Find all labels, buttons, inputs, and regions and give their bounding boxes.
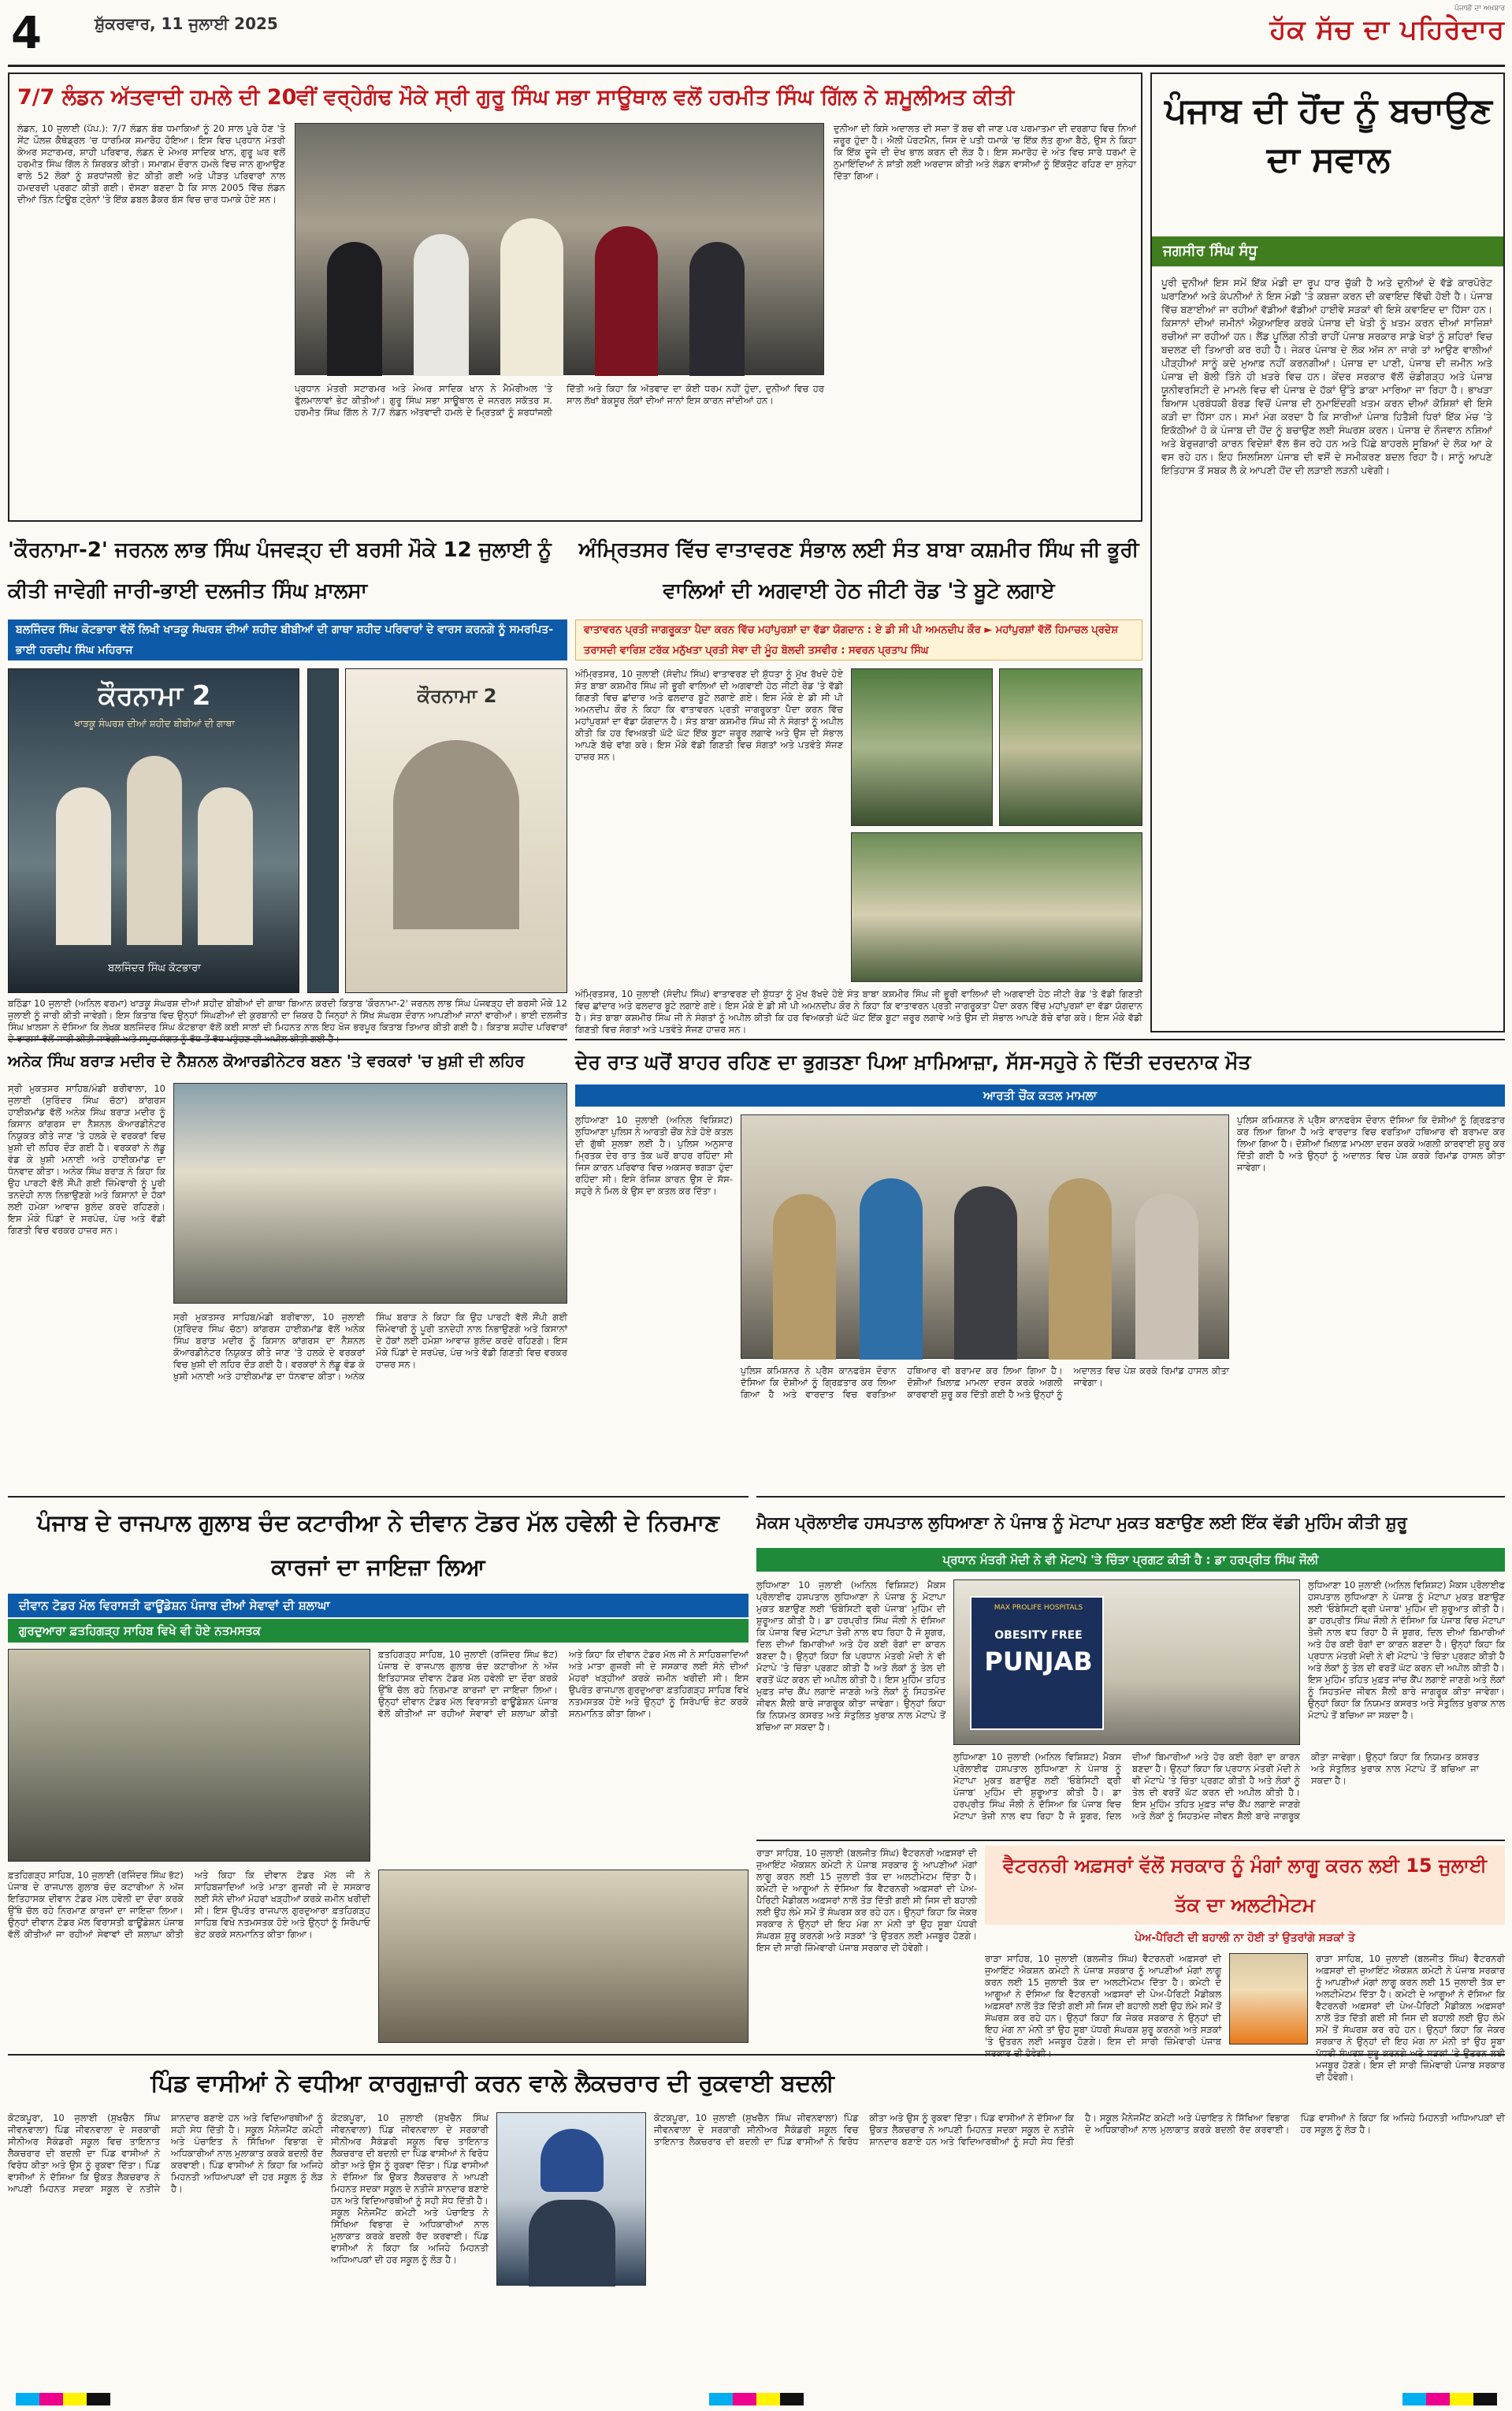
- amritsar-photo-2: [999, 668, 1142, 826]
- lead-body-right: ਦੁਨੀਆ ਦੀ ਕਿਸੇ ਅਦਾਲਤ ਦੀ ਸਜ਼ਾ ਤੋਂ ਬਚ ਵੀ ਜਾਣ ਪਰ ਪਰਮਾਤਮਾ ਦੀ ਦਰਗਾਹ ਵਿਚ ਨਿਆਂ ਜ਼ਰੂਰ ਹੁੰਦਾ ਹੈ। ਐਲੀ ਪੋਰਟਮੈਨ, ਜਿਸ ਦੇ ਪਤੀ ਧਮਾਕੇ 'ਚ ਇੱਕ ਲੱਤ ਗੁਆ ਬੈਠੇ, ਉਸ ਨੇ ਕਿਹਾ ਕਿ ਇੱਕ ਦੂਜੇ ਦੀ ਦੇਖ ਭਾਲ ਕਰਨ ਦੀ ਲੋੜ ਹੈ। ਇਸ ਸਮਾਰੋਹ ਦੇ ਅੰਤ ਵਿਚ ਸਾਰੇ ਧਰਮਾਂ ਦੇ ਨੁਮਾਇੰਦਿਆਂ ਨੇ ਸ਼ਾਂਤੀ ਲਈ ਅਰਦਾਸ ਕੀਤੀ ਅਤੇ ਲੰਡਨ ਵਾਸੀਆਂ ਨੂੰ ਇੱਕਜੁੱਟ ਰਹਿਣ ਦਾ ਸੁਨੇਹਾ ਦਿੱਤਾ ਗਿਆ।: [834, 123, 1136, 181]
- kaurnama-body: ਬਠਿੰਡਾ 10 ਜੁਲਾਈ (ਅਨਿਲ ਵਰਮਾ) ਖਾੜਕੂ ਸੰਘਰਸ਼ ਦੀਆਂ ਸ਼ਹੀਦ ਬੀਬੀਆਂ ਦੀ ਗਾਥਾ ਬਿਆਨ ਕਰਦੀ ਕਿਤਾਬ 'ਕੌਰਨਾਮਾ-2' ਜਰਨਲ ਲਾਭ ਸਿੰਘ ਪੰਜਵੜ੍ਹ ਦੀ ਬਰਸੀ ਮੌਕੇ 12 ਜੁਲਾਈ ਨੂੰ ਜਾਰੀ ਕੀਤੀ ਜਾਵੇਗੀ। ਇਸ ਕਿਤਾਬ ਵਿਚ ਉਨ੍ਹਾਂ ਸਿੰਘਣੀਆਂ ਦੀ ਕੁਰਬਾਨੀ ਦਾ ਜ਼ਿਕਰ ਹੈ ਜਿਨ੍ਹਾਂ ਨੇ ਸਿੱਖ ਸੰਘਰਸ਼ ਦੌਰਾਨ ਆਪਣੀਆਂ ਜਾਨਾਂ ਵਾਰੀਆਂ। ਭਾਈ ਦਲਜੀਤ ਸਿੰਘ ਖ਼ਾਲਸਾ ਨੇ ਦੱਸਿਆ ਕਿ ਲੇਖਕ ਬਲਜਿੰਦਰ ਸਿੰਘ ਕੋਟਭਾਰਾ ਵੱਲੋਂ ਕਈ ਸਾਲਾਂ ਦੀ ਮਿਹਨਤ ਨਾਲ ਇਹ ਖੋਜ ਭਰਪੂਰ ਕਿਤਾਬ ਤਿਆਰ ਕੀਤੀ ਗਈ ਹੈ। ਕਿਤਾਬ ਸ਼ਹੀਦ ਪਰਿਵਾਰਾਂ ਦੇ ਵਾਰਸਾਂ ਵੱਲੋਂ ਜਾਰੀ ਕੀਤੀ ਜਾਵੇਗੀ ਅਤੇ ਸਮੂਹ ਸੰਗਤ ਨੂੰ ਵੱਧ ਤੋਂ ਵੱਧ ਪਹੁੰਚਣ ਦੀ ਅਪੀਲ ਕੀਤੀ ਗਈ ਹੈ।: [8, 998, 567, 1044]
- amritsar-body: ਅੰਮ੍ਰਿਤਸਰ, 10 ਜੁਲਾਈ (ਸੰਦੀਪ ਸਿੰਘ) ਵਾਤਾਵਰਣ ਦੀ ਸ਼ੁੱਧਤਾ ਨੂੰ ਮੁੱਖ ਰੱਖਦੇ ਹੋਏ ਸੰਤ ਬਾਬਾ ਕਸ਼ਮੀਰ ਸਿੰਘ ਜੀ ਭੂਰੀ ਵਾਲਿਆਂ ਦੀ ਅਗਵਾਈ ਹੇਠ ਜੀਟੀ ਰੋਡ 'ਤੇ ਵੱਡੀ ਗਿਣਤੀ ਵਿਚ ਛਾਂਦਾਰ ਅਤੇ ਫਲਦਾਰ ਬੂਟੇ ਲਗਾਏ ਗਏ। ਇਸ ਮੌਕੇ ਏ ਡੀ ਸੀ ਪੀ ਅਮਨਦੀਪ ਕੌਰ ਨੇ ਕਿਹਾ ਕਿ ਵਾਤਾਵਰਨ ਪ੍ਰਤੀ ਜਾਗਰੂਕਤਾ ਪੈਦਾ ਕਰਨ ਵਿੱਚ ਮਹਾਂਪੁਰਸ਼ਾਂ ਦਾ ਵੱਡਾ ਯੋਗਦਾਨ ਹੈ। ਸੰਤ ਬਾਬਾ ਕਸ਼ਮੀਰ ਸਿੰਘ ਜੀ ਨੇ ਸੰਗਤਾਂ ਨੂੰ ਅਪੀਲ ਕੀਤੀ ਕਿ ਹਰ ਵਿਅਕਤੀ ਘੱਟੋ ਘੱਟ ਇੱਕ ਬੂਟਾ ਜ਼ਰੂਰ ਲਗਾਵੇ ਅਤੇ ਉਸ ਦੀ ਸੰਭਾਲ ਆਪਣੇ ਬੱਚੇ ਵਾਂਗ ਕਰੇ। ਇਸ ਮੌਕੇ ਵੱਡੀ ਗਿਣਤੀ ਵਿਚ ਸੰਗਤਾਂ ਅਤੇ ਪਤਵੰਤੇ ਸੱਜਣ ਹਾਜ਼ਰ ਸਨ।: [575, 668, 843, 762]
- ludhiana-body-left: ਲੁਧਿਆਣਾ 10 ਜੁਲਾਈ (ਅਨਿਲ ਵਿਸ਼ਿਸ਼ਟ) ਲੁਧਿਆਣਾ ਪੁਲਿਸ ਨੇ ਆਰਤੀ ਚੌਂਕ ਨੇੜੇ ਹੋਏ ਕਤਲ ਦੀ ਗੁੱਥੀ ਸੁਲਝਾ ਲਈ ਹੈ। ਪੁਲਿਸ ਅਨੁਸਾਰ ਮ੍ਰਿਤਕ ਦੇਰ ਰਾਤ ਤੱਕ ਘਰੋਂ ਬਾਹਰ ਰਹਿੰਦਾ ਸੀ ਜਿਸ ਕਾਰਨ ਪਰਿਵਾਰ ਵਿਚ ਅਕਸਰ ਝਗੜਾ ਹੁੰਦਾ ਰਹਿੰਦਾ ਸੀ। ਇਸੇ ਰੰਜਿਸ਼ ਕਾਰਨ ਉਸ ਦੇ ਸੱਸ-ਸਹੁਰੇ ਨੇ ਮਿਲ ਕੇ ਉਸ ਦਾ ਕਤਲ ਕਰ ਦਿੱਤਾ।: [575, 1114, 733, 1196]
- obesity-headline: ਮੈਕਸ ਪ੍ਰੋਲਾਈਫ ਹਸਪਤਾਲ ਲੁਧਿਆਣਾ ਨੇ ਪੰਜਾਬ ਨੂੰ ਮੋਟਾਪਾ ਮੁਕਤ ਬਣਾਉਣ ਲਈ ਇੱਕ ਵੱਡੀ ਮੁਹਿੰਮ ਕੀਤੀ ਸ਼ੁਰੂ: [756, 1513, 1407, 1532]
- editorial-body: ਪੂਰੀ ਦੁਨੀਆਂ ਇਸ ਸਮੇਂ ਇੱਕ ਮੰਡੀ ਦਾ ਰੂਪ ਧਾਰ ਚੁੱਕੀ ਹੈ ਅਤੇ ਦੁਨੀਆਂ ਦੇ ਵੱਡੇ ਕਾਰਪੋਰੇਟ ਘਰਾਣਿਆਂ ਅਤੇ ਕੰਪਨੀਆਂ ਨੇ ਇਸ ਮੰਡੀ 'ਤੇ ਕਬਜ਼ਾ ਕਰਨ ਦੀ ਕਵਾਇਦ ਵਿੱਢੀ ਹੋਈ ਹੈ। ਪੰਜਾਬ ਵਿੱਚ ਬਣਾਈਆਂ ਜਾ ਰਹੀਆਂ ਵੱਡੀਆਂ ਵੱਡੀਆਂ ਹਾਈਵੇ ਸੜਕਾਂ ਵੀ ਇਸੇ ਕਵਾਇਦ ਦਾ ਹਿੱਸਾ ਹਨ। ਕਿਸਾਨਾਂ ਦੀਆਂ ਜ਼ਮੀਨਾਂ ਐਕੁਆਇਰ ਕਰਕੇ ਪੰਜਾਬ ਦੀ ਖੇਤੀ ਨੂੰ ਖ਼ਤਮ ਕਰਨ ਦੀਆਂ ਸਾਜ਼ਿਸ਼ਾਂ ਰਚੀਆਂ ਜਾ ਰਹੀਆਂ ਹਨ। ਲੈਂਡ ਪੂਲਿੰਗ ਨੀਤੀ ਰਾਹੀਂ ਪੰਜਾਬ ਸਰਕਾਰ ਸਾਡੇ ਖੇਤਾਂ ਨੂੰ ਸ਼ਹਿਰਾਂ ਵਿਚ ਬਦਲਣ ਦੀ ਤਿਆਰੀ ਕਰ ਰਹੀ ਹੈ। ਜੇਕਰ ਪੰਜਾਬ ਦੇ ਲੋਕ ਅੱਜ ਨਾ ਜਾਗੇ ਤਾਂ ਆਉਣ ਵਾਲੀਆਂ ਪੀੜ੍ਹੀਆਂ ਸਾਨੂੰ ਕਦੇ ਮੁਆਫ਼ ਨਹੀਂ ਕਰਨਗੀਆਂ। ਪੰਜਾਬ ਦਾ ਪਾਣੀ, ਪੰਜਾਬ ਦੀ ਜ਼ਮੀਨ ਅਤੇ ਪੰਜਾਬ ਦੀ ਬੋਲੀ ਤਿੰਨੇ ਹੀ ਖ਼ਤਰੇ ਵਿਚ ਹਨ। ਕੇਂਦਰ ਸਰਕਾਰ ਵੱਲੋਂ ਚੰਡੀਗੜ੍ਹ ਅਤੇ ਪੰਜਾਬ ਯੂਨੀਵਰਸਿਟੀ ਦੇ ਮਾਮਲੇ ਵਿਚ ਵੀ ਪੰਜਾਬ ਦੇ ਹੱਕਾਂ ਉੱਤੇ ਡਾਕਾ ਮਾਰਿਆ ਜਾ ਰਿਹਾ ਹੈ। ਭਾਖੜਾ ਬਿਆਸ ਪ੍ਰਬੰਧਕੀ ਬੋਰਡ ਵਿਚੋਂ ਪੰਜਾਬ ਦੀ ਨੁਮਾਇੰਦਗੀ ਖ਼ਤਮ ਕਰਨ ਦੀਆਂ ਕੋਸ਼ਿਸ਼ਾਂ ਵੀ ਇਸੇ ਕੜੀ ਦਾ ਹਿੱਸਾ ਹਨ। ਸਮਾਂ ਮੰਗ ਕਰਦਾ ਹੈ ਕਿ ਸਾਰੀਆਂ ਪੰਜਾਬ ਹਿਤੈਸ਼ੀ ਧਿਰਾਂ ਇੱਕ ਮੰਚ 'ਤੇ ਇਕੱਠੀਆਂ ਹੋ ਕੇ ਪੰਜਾਬ ਦੀ ਹੋਂਦ ਨੂੰ ਬਚਾਉਣ ਲਈ ਸੰਘਰਸ਼ ਕਰਨ। ਪੰਜਾਬ ਦੇ ਨੌਜਵਾਨ ਨਸ਼ਿਆਂ ਅਤੇ ਬੇਰੁਜ਼ਗਾਰੀ ਕਾਰਨ ਵਿਦੇਸ਼ਾਂ ਵੱਲ ਭੱਜ ਰਹੇ ਹਨ ਅਤੇ ਪਿੱਛੇ ਬਾਹਰਲੇ ਸੂਬਿਆਂ ਦੇ ਲੋਕ ਆ ਕੇ ਵਸ ਰਹੇ ਹਨ। ਇਹ ਸਿਲਸਿਲਾ ਪੰਜਾਬ ਦੀ ਵਸੋਂ ਦੇ ਸਮੀਕਰਣ ਬਦਲ ਰਿਹਾ ਹੈ। ਸਾਨੂੰ ਆਪਣੇ ਇਤਿਹਾਸ ਤੋਂ ਸਬਕ ਲੈ ਕੇ ਆਪਣੀ ਹੋਂਦ ਦੀ ਲੜਾਈ ਲੜਨੀ ਪਵੇਗੀ।: [1161, 277, 1492, 476]
- obesity-body-right: ਲੁਧਿਆਣਾ 10 ਜੁਲਾਈ (ਅਨਿਲ ਵਿਸ਼ਿਸ਼ਟ) ਮੈਕਸ ਪ੍ਰੋਲਾਈਫ ਹਸਪਤਾਲ ਲੁਧਿਆਣਾ ਨੇ ਪੰਜਾਬ ਨੂੰ ਮੋਟਾਪਾ ਮੁਕਤ ਬਣਾਉਣ ਲਈ 'ਓਬੇਸਿਟੀ ਫ੍ਰੀ ਪੰਜਾਬ' ਮੁਹਿੰਮ ਦੀ ਸ਼ੁਰੂਆਤ ਕੀਤੀ ਹੈ। ਡਾ ਹਰਪ੍ਰੀਤ ਸਿੰਘ ਜੌਲੀ ਨੇ ਦੱਸਿਆ ਕਿ ਪੰਜਾਬ ਵਿਚ ਮੋਟਾਪਾ ਤੇਜ਼ੀ ਨਾਲ ਵਧ ਰਿਹਾ ਹੈ ਜੋ ਸ਼ੂਗਰ, ਦਿਲ ਦੀਆਂ ਬਿਮਾਰੀਆਂ ਅਤੇ ਹੋਰ ਕਈ ਰੋਗਾਂ ਦਾ ਕਾਰਨ ਬਣਦਾ ਹੈ। ਉਨ੍ਹਾਂ ਕਿਹਾ ਕਿ ਪ੍ਰਧਾਨ ਮੰਤਰੀ ਮੋਦੀ ਨੇ ਵੀ ਮੋਟਾਪੇ 'ਤੇ ਚਿੰਤਾ ਪ੍ਰਗਟ ਕੀਤੀ ਹੈ ਅਤੇ ਲੋਕਾਂ ਨੂੰ ਤੇਲ ਦੀ ਵਰਤੋਂ ਘੱਟ ਕਰਨ ਦੀ ਅਪੀਲ ਕੀਤੀ ਹੈ। ਇਸ ਮੁਹਿੰਮ ਤਹਿਤ ਮੁਫ਼ਤ ਜਾਂਚ ਕੈਂਪ ਲਗਾਏ ਜਾਣਗੇ ਅਤੇ ਲੋਕਾਂ ਨੂੰ ਸਿਹਤਮੰਦ ਜੀਵਨ ਸ਼ੈਲੀ ਬਾਰੇ ਜਾਗਰੂਕ ਕੀਤਾ ਜਾਵੇਗਾ। ਉਨ੍ਹਾਂ ਕਿਹਾ ਕਿ ਨਿਯਮਤ ਕਸਰਤ ਅਤੇ ਸੰਤੁਲਿਤ ਖੁਰਾਕ ਨਾਲ ਮੋਟਾਪੇ ਤੋਂ ਬਚਿਆ ਜਾ ਸਕਦਾ ਹੈ।: [1308, 1579, 1505, 1721]
- color-bar-right: [1402, 2393, 1497, 2405]
- governor-band-1: ਦੀਵਾਨ ਟੋਡਰ ਮੱਲ ਵਿਰਾਸਤੀ ਫਾਊਂਡੇਸ਼ਨ ਪੰਜਾਬ ਦੀਆਂ ਸੇਵਾਵਾਂ ਦੀ ਸ਼ਲਾਘਾ: [8, 1594, 749, 1617]
- lead-story: [8, 73, 1142, 522]
- obesity-body-mid: ਲੁਧਿਆਣਾ 10 ਜੁਲਾਈ (ਅਨਿਲ ਵਿਸ਼ਿਸ਼ਟ) ਮੈਕਸ ਪ੍ਰੋਲਾਈਫ ਹਸਪਤਾਲ ਲੁਧਿਆਣਾ ਨੇ ਪੰਜਾਬ ਨੂੰ ਮੋਟਾਪਾ ਮੁਕਤ ਬਣਾਉਣ ਲਈ 'ਓਬੇਸਿਟੀ ਫ੍ਰੀ ਪੰਜਾਬ' ਮੁਹਿੰਮ ਦੀ ਸ਼ੁਰੂਆਤ ਕੀਤੀ ਹੈ। ਡਾ ਹਰਪ੍ਰੀਤ ਸਿੰਘ ਜੌਲੀ ਨੇ ਦੱਸਿਆ ਕਿ ਪੰਜਾਬ ਵਿਚ ਮੋਟਾਪਾ ਤੇਜ਼ੀ ਨਾਲ ਵਧ ਰਿਹਾ ਹੈ ਜੋ ਸ਼ੂਗਰ, ਦਿਲ ਦੀਆਂ ਬਿਮਾਰੀਆਂ ਅਤੇ ਹੋਰ ਕਈ ਰੋਗਾਂ ਦਾ ਕਾਰਨ ਬਣਦਾ ਹੈ। ਉਨ੍ਹਾਂ ਕਿਹਾ ਕਿ ਪ੍ਰਧਾਨ ਮੰਤਰੀ ਮੋਦੀ ਨੇ ਵੀ ਮੋਟਾਪੇ 'ਤੇ ਚਿੰਤਾ ਪ੍ਰਗਟ ਕੀਤੀ ਹੈ ਅਤੇ ਲੋਕਾਂ ਨੂੰ ਤੇਲ ਦੀ ਵਰਤੋਂ ਘੱਟ ਕਰਨ ਦੀ ਅਪੀਲ ਕੀਤੀ ਹੈ। ਇਸ ਮੁਹਿੰਮ ਤਹਿਤ ਮੁਫ਼ਤ ਜਾਂਚ ਕੈਂਪ ਲਗਾਏ ਜਾਣਗੇ ਅਤੇ ਲੋਕਾਂ ਨੂੰ ਸਿਹਤਮੰਦ ਜੀਵਨ ਸ਼ੈਲੀ ਬਾਰੇ ਜਾਗਰੂਕ ਕੀਤਾ ਜਾਵੇਗਾ। ਉਨ੍ਹਾਂ ਕਿਹਾ ਕਿ ਨਿਯਮਤ ਕਸਰਤ ਅਤੇ ਸੰਤੁਲਿਤ ਖੁਰਾਕ ਨਾਲ ਮੋਟਾਪੇ ਤੋਂ ਬਚਿਆ ਜਾ ਸਕਦਾ ਹੈ।: [953, 1751, 1479, 1821]
- book-subtitle: ਖਾੜਕੂ ਸੰਘਰਸ਼ ਦੀਆਂ ਸ਼ਹੀਦ ਬੀਬੀਆਂ ਦੀ ਗਾਥਾ: [74, 718, 235, 729]
- vets-story: [756, 1840, 1505, 2082]
- ludhiana-body-right: ਪੁਲਿਸ ਕਮਿਸ਼ਨਰ ਨੇ ਪ੍ਰੈਸ ਕਾਨਫਰੰਸ ਦੌਰਾਨ ਦੱਸਿਆ ਕਿ ਦੋਸ਼ੀਆਂ ਨੂੰ ਗ੍ਰਿਫ਼ਤਾਰ ਕਰ ਲਿਆ ਗਿਆ ਹੈ ਅਤੇ ਵਾਰਦਾਤ ਵਿਚ ਵਰਤਿਆ ਹਥਿਆਰ ਵੀ ਬਰਾਮਦ ਕਰ ਲਿਆ ਗਿਆ ਹੈ। ਦੋਸ਼ੀਆਂ ਖ਼ਿਲਾਫ਼ ਮਾਮਲਾ ਦਰਜ ਕਰਕੇ ਅਗਲੀ ਕਾਰਵਾਈ ਸ਼ੁਰੂ ਕਰ ਦਿੱਤੀ ਗਈ ਹੈ ਅਤੇ ਉਨ੍ਹਾਂ ਨੂੰ ਅਦਾਲਤ ਵਿਚ ਪੇਸ਼ ਕਰਕੇ ਰਿਮਾਂਡ ਹਾਸਲ ਕੀਤਾ ਜਾਵੇਗਾ।: [1237, 1114, 1505, 1173]
- lead-body-left: ਲੰਡਨ, 10 ਜੁਲਾਈ (ਪੱਪ.): 7/7 ਲੰਡਨ ਬੰਬ ਧਮਾਕਿਆਂ ਨੂੰ 20 ਸਾਲ ਪੂਰੇ ਹੋਣ 'ਤੇ ਸੇਂਟ ਪੌਲਜ਼ ਕੈਥੇਡ੍ਰਲ 'ਚ ਧਾਰਮਿਕ ਸਮਾਰੋਹ ਹੋਇਆ। ਇਸ ਵਿਚ ਪ੍ਰਧਾਨ ਮੰਤਰੀ ਕੇਅਰ ਸਟਾਰਮਰ, ਸ਼ਾਹੀ ਪਰਿਵਾਰ, ਲੰਡਨ ਦੇ ਮੇਅਰ ਸਾਦਿਕ ਖਾਨ, ਗੁਰੂ ਘਰ ਵਲੋਂ ਹਰਮੀਤ ਸਿੰਘ ਗਿੱਲ ਨੇ ਸ਼ਿਰਕਤ ਕੀਤੀ। ਸਮਾਗਮ ਦੌਰਾਨ ਹਮਲੇ ਵਿਚ ਜਾਨ ਗੁਆਉਣ ਵਾਲੇ 52 ਲੋਕਾਂ ਨੂੰ ਸ਼ਰਧਾਂਜਲੀ ਭੇਟ ਕੀਤੀ ਗਈ ਅਤੇ ਪੀੜਤ ਪਰਿਵਾਰਾਂ ਨਾਲ ਹਮਦਰਦੀ ਪ੍ਰਗਟ ਕੀਤੀ ਗਈ। ਦੱਸਣਾ ਬਣਦਾ ਹੈ ਕਿ ਸਾਲ 2005 ਵਿੱਚ ਲੰਡਨ ਦੀਆਂ ਤਿੰਨ ਟਿਊਬ ਟ੍ਰੇਨਾਂ 'ਤੇ ਇੱਕ ਡਬਲ ਡੈਕਰ ਬੱਸ ਵਿਚ ਚਾਰ ਧਮਾਕੇ ਹੋਏ ਸਨ।: [17, 123, 285, 205]
- aneksingh-story: [8, 1039, 567, 1490]
- lead-headline: 7/7 ਲੰਡਨ ਅੱਤਵਾਦੀ ਹਮਲੇ ਦੀ 20ਵੀਂ ਵਰ੍ਹੇਗੰਢ ਮੌਕੇ ਸ੍ਰੀ ਗੁਰੂ ਸਿੰਘ ਸਭਾ ਸਾਊਥਾਲ ਵਲੋਂ ਹਰਮੀਤ ਸਿੰਘ ਗਿੱਲ ਨੇ ਸ਼ਮੂਲੀਅਤ ਕੀਤੀ: [17, 85, 1015, 110]
- book-title: ਕੌਰਨਾਮਾ 2: [98, 680, 211, 712]
- vets-body-right: ਰਾੜਾ ਸਾਹਿਬ, 10 ਜੁਲਾਈ (ਬਲਜੀਤ ਸਿੰਘ) ਵੈਟਰਨਰੀ ਅਫ਼ਸਰਾਂ ਦੀ ਜੁਆਇੰਟ ਐਕਸ਼ਨ ਕਮੇਟੀ ਨੇ ਪੰਜਾਬ ਸਰਕਾਰ ਨੂੰ ਆਪਣੀਆਂ ਮੰਗਾਂ ਲਾਗੂ ਕਰਨ ਲਈ 15 ਜੁਲਾਈ ਤੱਕ ਦਾ ਅਲਟੀਮੇਟਮ ਦਿੱਤਾ ਹੈ। ਕਮੇਟੀ ਦੇ ਆਗੂਆਂ ਨੇ ਦੱਸਿਆ ਕਿ ਵੈਟਰਨਰੀ ਅਫ਼ਸਰਾਂ ਦੀ ਪੇਅ-ਪੈਰਿਟੀ ਮੈਡੀਕਲ ਅਫ਼ਸਰਾਂ ਨਾਲੋਂ ਤੋੜ ਦਿੱਤੀ ਗਈ ਸੀ ਜਿਸ ਦੀ ਬਹਾਲੀ ਲਈ ਉਹ ਲੰਮੇ ਸਮੇਂ ਤੋਂ ਸੰਘਰਸ਼ ਕਰ ਰਹੇ ਹਨ। ਉਨ੍ਹਾਂ ਕਿਹਾ ਕਿ ਜੇਕਰ ਸਰਕਾਰ ਨੇ ਉਨ੍ਹਾਂ ਦੀ ਇਹ ਮੰਗ ਨਾ ਮੰਨੀ ਤਾਂ ਉਹ ਸੂਬਾ ਪੱਧਰੀ ਸੰਘਰਸ਼ ਸ਼ੁਰੂ ਕਰਨਗੇ ਅਤੇ ਸੜਕਾਂ 'ਤੇ ਉਤਰਨ ਲਈ ਮਜਬੂਰ ਹੋਣਗੇ। ਇਸ ਦੀ ਸਾਰੀ ਜ਼ਿੰਮੇਵਾਰੀ ਪੰਜਾਬ ਸਰਕਾਰ ਦੀ ਹੋਵੇਗੀ।: [1316, 1953, 1505, 2082]
- lecturer-body-right: ਕੋਟਕਪੂਰਾ, 10 ਜੁਲਾਈ (ਸੁਖਚੈਨ ਸਿੰਘ ਜੀਵਨਵਾਲਾ) ਪਿੰਡ ਜੀਵਨਵਾਲਾ ਦੇ ਸਰਕਾਰੀ ਸੀਨੀਅਰ ਸੈਕੰਡਰੀ ਸਕੂਲ ਵਿਚ ਤਾਇਨਾਤ ਲੈਕਚਰਾਰ ਦੀ ਬਦਲੀ ਦਾ ਪਿੰਡ ਵਾਸੀਆਂ ਨੇ ਵਿਰੋਧ ਕੀਤਾ ਅਤੇ ਉਸ ਨੂੰ ਰੁਕਵਾ ਦਿੱਤਾ। ਪਿੰਡ ਵਾਸੀਆਂ ਨੇ ਦੱਸਿਆ ਕਿ ਉਕਤ ਲੈਕਚਰਾਰ ਨੇ ਆਪਣੀ ਮਿਹਨਤ ਸਦਕਾ ਸਕੂਲ ਦੇ ਨਤੀਜੇ ਸ਼ਾਨਦਾਰ ਬਣਾਏ ਹਨ ਅਤੇ ਵਿਦਿਆਰਥੀਆਂ ਨੂੰ ਸਹੀ ਸੇਧ ਦਿੱਤੀ ਹੈ। ਸਕੂਲ ਮੈਨੇਜਮੈਂਟ ਕਮੇਟੀ ਅਤੇ ਪੰਚਾਇਤ ਨੇ ਸਿੱਖਿਆ ਵਿਭਾਗ ਦੇ ਅਧਿਕਾਰੀਆਂ ਨਾਲ ਮੁਲਾਕਾਤ ਕਰਕੇ ਬਦਲੀ ਰੱਦ ਕਰਵਾਈ। ਪਿੰਡ ਵਾਸੀਆਂ ਨੇ ਕਿਹਾ ਕਿ ਅਜਿਹੇ ਮਿਹਨਤੀ ਅਧਿਆਪਕਾਂ ਦੀ ਹਰ ਸਕੂਲ ਨੂੰ ਲੋੜ ਹੈ।: [654, 2112, 1505, 2147]
- page-number: 4: [11, 8, 42, 59]
- aneksingh-headline: ਅਨੇਕ ਸਿੰਘ ਬਰਾੜ ਮਦੀਰ ਦੇ ਨੈਸ਼ਨਲ ਕੋਆਰਡੀਨੇਟਰ ਬਣਨ 'ਤੇ ਵਰਕਰਾਂ 'ਚ ਖ਼ੁਸ਼ੀ ਦੀ ਲਹਿਰ: [8, 1051, 525, 1070]
- masthead-rule: [8, 65, 1505, 67]
- book-back-title: ਕੌਰਨਾਮਾ 2: [417, 685, 497, 707]
- kaurnama-headline: 'ਕੌਰਨਾਮਾ-2' ਜਰਨਲ ਲਾਭ ਸਿੰਘ ਪੰਜਵੜ੍ਹ ਦੀ ਬਰਸੀ ਮੌਕੇ 12 ਜੁਲਾਈ ਨੂੰ ਕੀਤੀ ਜਾਵੇਗੀ ਜਾਰੀ-ਭਾਈ ਦਲਜੀਤ ਸਿੰਘ ਖ਼ਾਲਸਾ: [8, 538, 552, 603]
- aneksingh-body-right: ਸ੍ਰੀ ਮੁਕਤਸਰ ਸਾਹਿਬ/ਮੰਡੀ ਬਰੀਵਾਲਾ, 10 ਜੁਲਾਈ (ਸੁਰਿੰਦਰ ਸਿੰਘ ਚੱਠਾ) ਕਾਂਗਰਸ ਹਾਈਕਮਾਂਡ ਵੱਲੋਂ ਅਨੇਕ ਸਿੰਘ ਬਰਾੜ ਮਦੀਰ ਨੂੰ ਕਿਸਾਨ ਕਾਂਗਰਸ ਦਾ ਨੈਸ਼ਨਲ ਕੋਆਰਡੀਨੇਟਰ ਨਿਯੁਕਤ ਕੀਤੇ ਜਾਣ 'ਤੇ ਹਲਕੇ ਦੇ ਵਰਕਰਾਂ ਵਿਚ ਖ਼ੁਸ਼ੀ ਦੀ ਲਹਿਰ ਦੌੜ ਗਈ ਹੈ। ਵਰਕਰਾਂ ਨੇ ਲੱਡੂ ਵੰਡ ਕੇ ਖ਼ੁਸ਼ੀ ਮਨਾਈ ਅਤੇ ਹਾਈਕਮਾਂਡ ਦਾ ਧੰਨਵਾਦ ਕੀਤਾ। ਅਨੇਕ ਸਿੰਘ ਬਰਾੜ ਨੇ ਕਿਹਾ ਕਿ ਉਹ ਪਾਰਟੀ ਵੱਲੋਂ ਸੌਂਪੀ ਗਈ ਜ਼ਿੰਮੇਵਾਰੀ ਨੂੰ ਪੂਰੀ ਤਨਦੇਹੀ ਨਾਲ ਨਿਭਾਉਣਗੇ ਅਤੇ ਕਿਸਾਨਾਂ ਦੇ ਹੱਕਾਂ ਲਈ ਹਮੇਸ਼ਾ ਆਵਾਜ਼ ਬੁਲੰਦ ਕਰਦੇ ਰਹਿਣਗੇ। ਇਸ ਮੌਕੇ ਪਿੰਡਾਂ ਦੇ ਸਰਪੰਚ, ਪੰਚ ਅਤੇ ਵੱਡੀ ਗਿਣਤੀ ਵਿਚ ਵਰਕਰ ਹਾਜ਼ਰ ਸਨ।: [173, 1312, 567, 1382]
- amritsar-caption: ਅੰਮ੍ਰਿਤਸਰ, 10 ਜੁਲਾਈ (ਸੰਦੀਪ ਸਿੰਘ) ਵਾਤਾਵਰਣ ਦੀ ਸ਼ੁੱਧਤਾ ਨੂੰ ਮੁੱਖ ਰੱਖਦੇ ਹੋਏ ਸੰਤ ਬਾਬਾ ਕਸ਼ਮੀਰ ਸਿੰਘ ਜੀ ਭੂਰੀ ਵਾਲਿਆਂ ਦੀ ਅਗਵਾਈ ਹੇਠ ਜੀਟੀ ਰੋਡ 'ਤੇ ਵੱਡੀ ਗਿਣਤੀ ਵਿਚ ਛਾਂਦਾਰ ਅਤੇ ਫਲਦਾਰ ਬੂਟੇ ਲਗਾਏ ਗਏ। ਇਸ ਮੌਕੇ ਏ ਡੀ ਸੀ ਪੀ ਅਮਨਦੀਪ ਕੌਰ ਨੇ ਕਿਹਾ ਕਿ ਵਾਤਾਵਰਨ ਪ੍ਰਤੀ ਜਾਗਰੂਕਤਾ ਪੈਦਾ ਕਰਨ ਵਿੱਚ ਮਹਾਂਪੁਰਸ਼ਾਂ ਦਾ ਵੱਡਾ ਯੋਗਦਾਨ ਹੈ। ਸੰਤ ਬਾਬਾ ਕਸ਼ਮੀਰ ਸਿੰਘ ਜੀ ਨੇ ਸੰਗਤਾਂ ਨੂੰ ਅਪੀਲ ਕੀਤੀ ਕਿ ਹਰ ਵਿਅਕਤੀ ਘੱਟੋ ਘੱਟ ਇੱਕ ਬੂਟਾ ਜ਼ਰੂਰ ਲਗਾਵੇ ਅਤੇ ਉਸ ਦੀ ਸੰਭਾਲ ਆਪਣੇ ਬੱਚੇ ਵਾਂਗ ਕਰੇ। ਇਸ ਮੌਕੇ ਵੱਡੀ ਗਿਣਤੀ ਵਿਚ ਸੰਗਤਾਂ ਅਤੇ ਪਤਵੰਤੇ ਸੱਜਣ ਹਾਜ਼ਰ ਸਨ।: [575, 988, 1142, 1035]
- lecturer-photo: [496, 2112, 646, 2286]
- amritsar-story: [575, 530, 1142, 1035]
- ludhiana-story: [575, 1039, 1505, 1490]
- vets-headline-box: [985, 1846, 1505, 1925]
- ceremony-figures: [327, 210, 792, 376]
- governor-story: [8, 1496, 749, 2048]
- obesity-story: [756, 1496, 1505, 1835]
- aneksingh-photo: [173, 1083, 567, 1304]
- book-spine: [307, 668, 339, 993]
- amritsar-band: ਵਾਤਾਵਰਨ ਪ੍ਰਤੀ ਜਾਗਰੂਕਤਾ ਪੈਦਾ ਕਰਨ ਵਿੱਚ ਮਹਾਂਪੁਰਸ਼ਾਂ ਦਾ ਵੱਡਾ ਯੋਗਦਾਨ : ਏ ਡੀ ਸੀ ਪੀ ਅਮਨਦੀਪ ਕੌਰ ► ਮਹਾਂਪੁਰਸ਼ਾਂ ਵੱਲੋਂ ਹਿਮਾਚਲ ਪ੍ਰਦੇਸ਼ ਤਰਾਸਦੀ ਵਾਰਿਸ਼ ਟਰੱਕ ਮਨੁੱਖਤਾ ਪ੍ਰਤੀ ਸੇਵਾ ਦੀ ਮੂੰਹ ਬੋਲਦੀ ਤਸਵੀਰ : ਸਵਰਨ ਪ੍ਰਤਾਪ ਸਿੰਘ: [575, 619, 1142, 660]
- lecturer-body-left: ਕੋਟਕਪੂਰਾ, 10 ਜੁਲਾਈ (ਸੁਖਚੈਨ ਸਿੰਘ ਜੀਵਨਵਾਲਾ) ਪਿੰਡ ਜੀਵਨਵਾਲਾ ਦੇ ਸਰਕਾਰੀ ਸੀਨੀਅਰ ਸੈਕੰਡਰੀ ਸਕੂਲ ਵਿਚ ਤਾਇਨਾਤ ਲੈਕਚਰਾਰ ਦੀ ਬਦਲੀ ਦਾ ਪਿੰਡ ਵਾਸੀਆਂ ਨੇ ਵਿਰੋਧ ਕੀਤਾ ਅਤੇ ਉਸ ਨੂੰ ਰੁਕਵਾ ਦਿੱਤਾ। ਪਿੰਡ ਵਾਸੀਆਂ ਨੇ ਦੱਸਿਆ ਕਿ ਉਕਤ ਲੈਕਚਰਾਰ ਨੇ ਆਪਣੀ ਮਿਹਨਤ ਸਦਕਾ ਸਕੂਲ ਦੇ ਨਤੀਜੇ ਸ਼ਾਨਦਾਰ ਬਣਾਏ ਹਨ ਅਤੇ ਵਿਦਿਆਰਥੀਆਂ ਨੂੰ ਸਹੀ ਸੇਧ ਦਿੱਤੀ ਹੈ। ਸਕੂਲ ਮੈਨੇਜਮੈਂਟ ਕਮੇਟੀ ਅਤੇ ਪੰਚਾਇਤ ਨੇ ਸਿੱਖਿਆ ਵਿਭਾਗ ਦੇ ਅਧਿਕਾਰੀਆਂ ਨਾਲ ਮੁਲਾਕਾਤ ਕਰਕੇ ਬਦਲੀ ਰੱਦ ਕਰਵਾਈ। ਪਿੰਡ ਵਾਸੀਆਂ ਨੇ ਕਿਹਾ ਕਿ ਅਜਿਹੇ ਮਿਹਨਤੀ ਅਧਿਆਪਕਾਂ ਦੀ ਹਰ ਸਕੂਲ ਨੂੰ ਲੋੜ ਹੈ।: [8, 2112, 323, 2194]
- obesity-photo: [953, 1579, 1300, 1745]
- obesity-banner-top: MAX PROLIFE HOSPITALS: [994, 1604, 1083, 1612]
- ludhiana-headline: ਦੇਰ ਰਾਤ ਘਰੋਂ ਬਾਹਰ ਰਹਿਣ ਦਾ ਭੁਗਤਣਾ ਪਿਆ ਖ਼ਾਮਿਆਜ਼ਾ, ਸੱਸ-ਸਹੁਰੇ ਨੇ ਦਿੱਤੀ ਦਰਦਨਾਕ ਮੌਤ: [575, 1051, 1251, 1073]
- governor-photo-2: [378, 1870, 749, 2043]
- vets-body-left: ਰਾੜਾ ਸਾਹਿਬ, 10 ਜੁਲਾਈ (ਬਲਜੀਤ ਸਿੰਘ) ਵੈਟਰਨਰੀ ਅਫ਼ਸਰਾਂ ਦੀ ਜੁਆਇੰਟ ਐਕਸ਼ਨ ਕਮੇਟੀ ਨੇ ਪੰਜਾਬ ਸਰਕਾਰ ਨੂੰ ਆਪਣੀਆਂ ਮੰਗਾਂ ਲਾਗੂ ਕਰਨ ਲਈ 15 ਜੁਲਾਈ ਤੱਕ ਦਾ ਅਲਟੀਮੇਟਮ ਦਿੱਤਾ ਹੈ। ਕਮੇਟੀ ਦੇ ਆਗੂਆਂ ਨੇ ਦੱਸਿਆ ਕਿ ਵੈਟਰਨਰੀ ਅਫ਼ਸਰਾਂ ਦੀ ਪੇਅ-ਪੈਰਿਟੀ ਮੈਡੀਕਲ ਅਫ਼ਸਰਾਂ ਨਾਲੋਂ ਤੋੜ ਦਿੱਤੀ ਗਈ ਸੀ ਜਿਸ ਦੀ ਬਹਾਲੀ ਲਈ ਉਹ ਲੰਮੇ ਸਮੇਂ ਤੋਂ ਸੰਘਰਸ਼ ਕਰ ਰਹੇ ਹਨ। ਉਨ੍ਹਾਂ ਕਿਹਾ ਕਿ ਜੇਕਰ ਸਰਕਾਰ ਨੇ ਉਨ੍ਹਾਂ ਦੀ ਇਹ ਮੰਗ ਨਾ ਮੰਨੀ ਤਾਂ ਉਹ ਸੂਬਾ ਪੱਧਰੀ ਸੰਘਰਸ਼ ਸ਼ੁਰੂ ਕਰਨਗੇ ਅਤੇ ਸੜਕਾਂ 'ਤੇ ਉਤਰਨ ਲਈ ਮਜਬੂਰ ਹੋਣਗੇ। ਇਸ ਦੀ ਸਾਰੀ ਜ਼ਿੰਮੇਵਾਰੀ ਪੰਜਾਬ ਸਰਕਾਰ ਦੀ ਹੋਵੇਗੀ।: [756, 1847, 977, 1953]
- lead-body-mid: ਪ੍ਰਧਾਨ ਮੰਤਰੀ ਸਟਾਰਮਰ ਅਤੇ ਮੇਅਰ ਸਾਦਿਕ ਖਾਨ ਨੇ ਮੈਮੋਰੀਅਲ 'ਤੇ ਫੁੱਲਮਾਲਾਵਾਂ ਭੇਟ ਕੀਤੀਆਂ। ਗੁਰੂ ਸਿੰਘ ਸਭਾ ਸਾਊਥਾਲ ਦੇ ਜਨਰਲ ਸਕੱਤਰ ਸ. ਹਰਮੀਤ ਸਿੰਘ ਗਿੱਲ ਨੇ 7/7 ਲੰਡਨ ਅੱਤਵਾਦੀ ਹਮਲੇ ਦੇ ਮ੍ਰਿਤਕਾਂ ਨੂੰ ਸ਼ਰਧਾਂਜਲੀ ਦਿੱਤੀ ਅਤੇ ਕਿਹਾ ਕਿ ਅੱਤਵਾਦ ਦਾ ਕੋਈ ਧਰਮ ਨਹੀਂ ਹੁੰਦਾ, ਦੁਨੀਆਂ ਵਿਚ ਹਰ ਸਾਲ ਲੱਖਾਂ ਬੇਕਸੂਰ ਲੋਕਾਂ ਦੀਆਂ ਜਾਨਾਂ ਇਸ ਕਾਰਨ ਜਾਂਦੀਆਂ ਹਨ।: [295, 383, 824, 418]
- governor-photo-1: [8, 1649, 370, 1862]
- governor-band-2: ਗੁਰਦੁਆਰਾ ਫ਼ਤਹਿਗੜ੍ਹ ਸਾਹਿਬ ਵਿਖੇ ਵੀ ਹੋਏ ਨਤਮਸਤਕ: [8, 1619, 749, 1643]
- paper-name: ਹੱਕ ਸੱਚ ਦਾ ਪਹਿਰੇਦਾਰ: [1269, 14, 1505, 46]
- color-bar-mid: [709, 2393, 804, 2405]
- amritsar-photo-1: [851, 668, 993, 826]
- obesity-banner-big: PUNJAB: [984, 1646, 1093, 1676]
- color-bar-left: [16, 2393, 110, 2405]
- kaurnama-band: ਬਲਜਿੰਦਰ ਸਿੰਘ ਕੋਟਭਾਰਾ ਵੱਲੋਂ ਲਿਖੀ ਖਾੜਕੂ ਸੰਘਰਸ਼ ਦੀਆਂ ਸ਼ਹੀਦ ਬੀਬੀਆਂ ਦੀ ਗਾਥਾ ਸ਼ਹੀਦ ਪਰਿਵਾਰਾਂ ਦੇ ਵਾਰਸ ਕਰਨਗੇ ਨੂੰ ਸਮਰਪਿਤ-ਭਾਈ ਹਰਦੀਪ ਸਿੰਘ ਮਹਿਰਾਜ: [8, 619, 567, 660]
- lecturer-story: [8, 2054, 1505, 2383]
- amritsar-photo-3: [851, 832, 1142, 982]
- governor-body-top: ਫ਼ਤਹਿਗੜ੍ਹ ਸਾਹਿਬ, 10 ਜੁਲਾਈ (ਰਜਿੰਦਰ ਸਿੰਘ ਭੱਟ) ਪੰਜਾਬ ਦੇ ਰਾਜਪਾਲ ਗੁਲਾਬ ਚੰਦ ਕਟਾਰੀਆ ਨੇ ਅੱਜ ਇਤਿਹਾਸਕ ਦੀਵਾਨ ਟੋਡਰ ਮੱਲ ਹਵੇਲੀ ਦਾ ਦੌਰਾ ਕਰਕੇ ਉੱਥੇ ਚੱਲ ਰਹੇ ਨਿਰਮਾਣ ਕਾਰਜਾਂ ਦਾ ਜਾਇਜ਼ਾ ਲਿਆ। ਉਨ੍ਹਾਂ ਦੀਵਾਨ ਟੋਡਰ ਮੱਲ ਵਿਰਾਸਤੀ ਫਾਊਂਡੇਸ਼ਨ ਪੰਜਾਬ ਵੱਲੋਂ ਕੀਤੀਆਂ ਜਾ ਰਹੀਆਂ ਸੇਵਾਵਾਂ ਦੀ ਸ਼ਲਾਘਾ ਕੀਤੀ ਅਤੇ ਕਿਹਾ ਕਿ ਦੀਵਾਨ ਟੋਡਰ ਮੱਲ ਜੀ ਨੇ ਸਾਹਿਬਜ਼ਾਦਿਆਂ ਅਤੇ ਮਾਤਾ ਗੁਜਰੀ ਜੀ ਦੇ ਸਸਕਾਰ ਲਈ ਸੋਨੇ ਦੀਆਂ ਮੋਹਰਾਂ ਖੜ੍ਹੀਆਂ ਕਰਕੇ ਜ਼ਮੀਨ ਖਰੀਦੀ ਸੀ। ਇਸ ਉਪਰੰਤ ਰਾਜਪਾਲ ਗੁਰਦੁਆਰਾ ਫ਼ਤਹਿਗੜ੍ਹ ਸਾਹਿਬ ਵਿਖੇ ਨਤਮਸਤਕ ਹੋਏ ਅਤੇ ਉਨ੍ਹਾਂ ਨੂੰ ਸਿਰੋਪਾਓ ਭੇਟ ਕਰਕੇ ਸਨਮਾਨਿਤ ਕੀਤਾ ਗਿਆ।: [378, 1649, 749, 1719]
- obesity-banner: [970, 1596, 1104, 1730]
- amritsar-headline: ਅੰਮ੍ਰਿਤਸਰ ਵਿੱਚ ਵਾਤਾਵਰਣ ਸੰਭਾਲ ਲਈ ਸੰਤ ਬਾਬਾ ਕਸ਼ਮੀਰ ਸਿੰਘ ਜੀ ਭੂਰੀ ਵਾਲਿਆਂ ਦੀ ਅਗਵਾਈ ਹੇਠ ਜੀਟੀ ਰੋਡ 'ਤੇ ਬੂਟੇ ਲਗਾਏ: [578, 538, 1139, 603]
- ludhiana-band: ਆਰਤੀ ਚੌਂਕ ਕਤਲ ਮਾਮਲਾ: [575, 1085, 1505, 1107]
- obesity-band: ਪ੍ਰਧਾਨ ਮੰਤਰੀ ਮੋਦੀ ਨੇ ਵੀ ਮੋਟਾਪੇ 'ਤੇ ਚਿੰਤਾ ਪ੍ਰਗਟ ਕੀਤੀ ਹੈ : ਡਾ ਹਰਪ੍ਰੀਤ ਸਿੰਘ ਜੌਲੀ: [756, 1548, 1505, 1572]
- kaurnama-story: [8, 530, 567, 1044]
- masthead: [0, 0, 1512, 68]
- editorial-byline: ਜਗਸੀਰ ਸਿੰਘ ਸੰਧੂ: [1152, 236, 1503, 266]
- lecturer-body-mid: ਕੋਟਕਪੂਰਾ, 10 ਜੁਲਾਈ (ਸੁਖਚੈਨ ਸਿੰਘ ਜੀਵਨਵਾਲਾ) ਪਿੰਡ ਜੀਵਨਵਾਲਾ ਦੇ ਸਰਕਾਰੀ ਸੀਨੀਅਰ ਸੈਕੰਡਰੀ ਸਕੂਲ ਵਿਚ ਤਾਇਨਾਤ ਲੈਕਚਰਾਰ ਦੀ ਬਦਲੀ ਦਾ ਪਿੰਡ ਵਾਸੀਆਂ ਨੇ ਵਿਰੋਧ ਕੀਤਾ ਅਤੇ ਉਸ ਨੂੰ ਰੁਕਵਾ ਦਿੱਤਾ। ਪਿੰਡ ਵਾਸੀਆਂ ਨੇ ਦੱਸਿਆ ਕਿ ਉਕਤ ਲੈਕਚਰਾਰ ਨੇ ਆਪਣੀ ਮਿਹਨਤ ਸਦਕਾ ਸਕੂਲ ਦੇ ਨਤੀਜੇ ਸ਼ਾਨਦਾਰ ਬਣਾਏ ਹਨ ਅਤੇ ਵਿਦਿਆਰਥੀਆਂ ਨੂੰ ਸਹੀ ਸੇਧ ਦਿੱਤੀ ਹੈ। ਸਕੂਲ ਮੈਨੇਜਮੈਂਟ ਕਮੇਟੀ ਅਤੇ ਪੰਚਾਇਤ ਨੇ ਸਿੱਖਿਆ ਵਿਭਾਗ ਦੇ ਅਧਿਕਾਰੀਆਂ ਨਾਲ ਮੁਲਾਕਾਤ ਕਰਕੇ ਬਦਲੀ ਰੱਦ ਕਰਵਾਈ। ਪਿੰਡ ਵਾਸੀਆਂ ਨੇ ਕਿਹਾ ਕਿ ਅਜਿਹੇ ਮਿਹਨਤੀ ਅਧਿਆਪਕਾਂ ਦੀ ਹਰ ਸਕੂਲ ਨੂੰ ਲੋੜ ਹੈ।: [331, 2112, 489, 2265]
- ludhiana-body-mid: ਪੁਲਿਸ ਕਮਿਸ਼ਨਰ ਨੇ ਪ੍ਰੈਸ ਕਾਨਫਰੰਸ ਦੌਰਾਨ ਦੱਸਿਆ ਕਿ ਦੋਸ਼ੀਆਂ ਨੂੰ ਗ੍ਰਿਫ਼ਤਾਰ ਕਰ ਲਿਆ ਗਿਆ ਹੈ ਅਤੇ ਵਾਰਦਾਤ ਵਿਚ ਵਰਤਿਆ ਹਥਿਆਰ ਵੀ ਬਰਾਮਦ ਕਰ ਲਿਆ ਗਿਆ ਹੈ। ਦੋਸ਼ੀਆਂ ਖ਼ਿਲਾਫ਼ ਮਾਮਲਾ ਦਰਜ ਕਰਕੇ ਅਗਲੀ ਕਾਰਵਾਈ ਸ਼ੁਰੂ ਕਰ ਦਿੱਤੀ ਗਈ ਹੈ ਅਤੇ ਉਨ੍ਹਾਂ ਨੂੰ ਅਦਾਲਤ ਵਿਚ ਪੇਸ਼ ਕਰਕੇ ਰਿਮਾਂਡ ਹਾਸਲ ਕੀਤਾ ਜਾਵੇਗਾ।: [741, 1365, 1229, 1400]
- obesity-body-left: ਲੁਧਿਆਣਾ 10 ਜੁਲਾਈ (ਅਨਿਲ ਵਿਸ਼ਿਸ਼ਟ) ਮੈਕਸ ਪ੍ਰੋਲਾਈਫ ਹਸਪਤਾਲ ਲੁਧਿਆਣਾ ਨੇ ਪੰਜਾਬ ਨੂੰ ਮੋਟਾਪਾ ਮੁਕਤ ਬਣਾਉਣ ਲਈ 'ਓਬੇਸਿਟੀ ਫ੍ਰੀ ਪੰਜਾਬ' ਮੁਹਿੰਮ ਦੀ ਸ਼ੁਰੂਆਤ ਕੀਤੀ ਹੈ। ਡਾ ਹਰਪ੍ਰੀਤ ਸਿੰਘ ਜੌਲੀ ਨੇ ਦੱਸਿਆ ਕਿ ਪੰਜਾਬ ਵਿਚ ਮੋਟਾਪਾ ਤੇਜ਼ੀ ਨਾਲ ਵਧ ਰਿਹਾ ਹੈ ਜੋ ਸ਼ੂਗਰ, ਦਿਲ ਦੀਆਂ ਬਿਮਾਰੀਆਂ ਅਤੇ ਹੋਰ ਕਈ ਰੋਗਾਂ ਦਾ ਕਾਰਨ ਬਣਦਾ ਹੈ। ਉਨ੍ਹਾਂ ਕਿਹਾ ਕਿ ਪ੍ਰਧਾਨ ਮੰਤਰੀ ਮੋਦੀ ਨੇ ਵੀ ਮੋਟਾਪੇ 'ਤੇ ਚਿੰਤਾ ਪ੍ਰਗਟ ਕੀਤੀ ਹੈ ਅਤੇ ਲੋਕਾਂ ਨੂੰ ਤੇਲ ਦੀ ਵਰਤੋਂ ਘੱਟ ਕਰਨ ਦੀ ਅਪੀਲ ਕੀਤੀ ਹੈ। ਇਸ ਮੁਹਿੰਮ ਤਹਿਤ ਮੁਫ਼ਤ ਜਾਂਚ ਕੈਂਪ ਲਗਾਏ ਜਾਣਗੇ ਅਤੇ ਲੋਕਾਂ ਨੂੰ ਸਿਹਤਮੰਦ ਜੀਵਨ ਸ਼ੈਲੀ ਬਾਰੇ ਜਾਗਰੂਕ ਕੀਤਾ ਜਾਵੇਗਾ। ਉਨ੍ਹਾਂ ਕਿਹਾ ਕਿ ਨਿਯਮਤ ਕਸਰਤ ਅਤੇ ਸੰਤੁਲਿਤ ਖੁਰਾਕ ਨਾਲ ਮੋਟਾਪੇ ਤੋਂ ਬਚਿਆ ਜਾ ਸਕਦਾ ਹੈ।: [756, 1579, 945, 1732]
- ludhiana-photo: [741, 1114, 1229, 1359]
- vets-headline: ਵੈਟਰਨਰੀ ਅਫ਼ਸਰਾਂ ਵੱਲੋਂ ਸਰਕਾਰ ਨੂੰ ਮੰਗਾਂ ਲਾਗੂ ਕਰਨ ਲਈ 15 ਜੁਲਾਈ ਤੱਕ ਦਾ ਅਲਟੀਮੇਟਮ: [1002, 1855, 1488, 1916]
- paper-tagline: ਪੰਜਾਬੀ ਦਾ ਅਖ਼ਬਾਰ: [1454, 5, 1505, 13]
- footer-strip: [0, 2388, 1512, 2411]
- obesity-banner-small: OBESITY FREE: [994, 1629, 1083, 1642]
- lecturer-headline: ਪਿੰਡ ਵਾਸੀਆਂ ਨੇ ਵਧੀਆ ਕਾਰਗੁਜ਼ਾਰੀ ਕਰਨ ਵਾਲੇ ਲੈਕਚਰਾਰ ਦੀ ਰੁਕਵਾਈ ਬਦਲੀ: [150, 2070, 834, 2097]
- book-back: [345, 668, 567, 993]
- governor-body-bottom: ਫ਼ਤਹਿਗੜ੍ਹ ਸਾਹਿਬ, 10 ਜੁਲਾਈ (ਰਜਿੰਦਰ ਸਿੰਘ ਭੱਟ) ਪੰਜਾਬ ਦੇ ਰਾਜਪਾਲ ਗੁਲਾਬ ਚੰਦ ਕਟਾਰੀਆ ਨੇ ਅੱਜ ਇਤਿਹਾਸਕ ਦੀਵਾਨ ਟੋਡਰ ਮੱਲ ਹਵੇਲੀ ਦਾ ਦੌਰਾ ਕਰਕੇ ਉੱਥੇ ਚੱਲ ਰਹੇ ਨਿਰਮਾਣ ਕਾਰਜਾਂ ਦਾ ਜਾਇਜ਼ਾ ਲਿਆ। ਉਨ੍ਹਾਂ ਦੀਵਾਨ ਟੋਡਰ ਮੱਲ ਵਿਰਾਸਤੀ ਫਾਊਂਡੇਸ਼ਨ ਪੰਜਾਬ ਵੱਲੋਂ ਕੀਤੀਆਂ ਜਾ ਰਹੀਆਂ ਸੇਵਾਵਾਂ ਦੀ ਸ਼ਲਾਘਾ ਕੀਤੀ ਅਤੇ ਕਿਹਾ ਕਿ ਦੀਵਾਨ ਟੋਡਰ ਮੱਲ ਜੀ ਨੇ ਸਾਹਿਬਜ਼ਾਦਿਆਂ ਅਤੇ ਮਾਤਾ ਗੁਜਰੀ ਜੀ ਦੇ ਸਸਕਾਰ ਲਈ ਸੋਨੇ ਦੀਆਂ ਮੋਹਰਾਂ ਖੜ੍ਹੀਆਂ ਕਰਕੇ ਜ਼ਮੀਨ ਖਰੀਦੀ ਸੀ। ਇਸ ਉਪਰੰਤ ਰਾਜਪਾਲ ਗੁਰਦੁਆਰਾ ਫ਼ਤਹਿਗੜ੍ਹ ਸਾਹਿਬ ਵਿਖੇ ਨਤਮਸਤਕ ਹੋਏ ਅਤੇ ਉਨ੍ਹਾਂ ਨੂੰ ਸਿਰੋਪਾਓ ਭੇਟ ਕਰਕੇ ਸਨਮਾਨਿਤ ਕੀਤਾ ਗਿਆ।: [8, 1870, 370, 1940]
- editorial: [1150, 73, 1505, 1032]
- governor-headline: ਪੰਜਾਬ ਦੇ ਰਾਜਪਾਲ ਗੁਲਾਬ ਚੰਦ ਕਟਾਰੀਆ ਨੇ ਦੀਵਾਨ ਟੋਡਰ ਮੱਲ ਹਵੇਲੀ ਦੇ ਨਿਰਮਾਣ ਕਾਰਜਾਂ ਦਾ ਜਾਇਜ਼ਾ ਲਿਆ: [37, 1509, 719, 1580]
- lead-photo: [295, 123, 824, 375]
- editorial-headline: ਪੰਜਾਬ ਦੀ ਹੋਂਦ ਨੂੰ ਬਚਾਉਣ ਦਾ ਸਵਾਲ: [1165, 91, 1492, 180]
- vets-band: ਪੇਅ-ਪੈਰਿਟੀ ਦੀ ਬਹਾਲੀ ਨਾ ਹੋਈ ਤਾਂ ਉਤਰਾਂਗੇ ਸੜਕਾਂ ਤੇ: [1135, 1932, 1355, 1944]
- aneksingh-body-left: ਸ੍ਰੀ ਮੁਕਤਸਰ ਸਾਹਿਬ/ਮੰਡੀ ਬਰੀਵਾਲਾ, 10 ਜੁਲਾਈ (ਸੁਰਿੰਦਰ ਸਿੰਘ ਚੱਠਾ) ਕਾਂਗਰਸ ਹਾਈਕਮਾਂਡ ਵੱਲੋਂ ਅਨੇਕ ਸਿੰਘ ਬਰਾੜ ਮਦੀਰ ਨੂੰ ਕਿਸਾਨ ਕਾਂਗਰਸ ਦਾ ਨੈਸ਼ਨਲ ਕੋਆਰਡੀਨੇਟਰ ਨਿਯੁਕਤ ਕੀਤੇ ਜਾਣ 'ਤੇ ਹਲਕੇ ਦੇ ਵਰਕਰਾਂ ਵਿਚ ਖ਼ੁਸ਼ੀ ਦੀ ਲਹਿਰ ਦੌੜ ਗਈ ਹੈ। ਵਰਕਰਾਂ ਨੇ ਲੱਡੂ ਵੰਡ ਕੇ ਖ਼ੁਸ਼ੀ ਮਨਾਈ ਅਤੇ ਹਾਈਕਮਾਂਡ ਦਾ ਧੰਨਵਾਦ ਕੀਤਾ। ਅਨੇਕ ਸਿੰਘ ਬਰਾੜ ਨੇ ਕਿਹਾ ਕਿ ਉਹ ਪਾਰਟੀ ਵੱਲੋਂ ਸੌਂਪੀ ਗਈ ਜ਼ਿੰਮੇਵਾਰੀ ਨੂੰ ਪੂਰੀ ਤਨਦੇਹੀ ਨਾਲ ਨਿਭਾਉਣਗੇ ਅਤੇ ਕਿਸਾਨਾਂ ਦੇ ਹੱਕਾਂ ਲਈ ਹਮੇਸ਼ਾ ਆਵਾਜ਼ ਬੁਲੰਦ ਕਰਦੇ ਰਹਿਣਗੇ। ਇਸ ਮੌਕੇ ਪਿੰਡਾਂ ਦੇ ਸਰਪੰਚ, ਪੰਚ ਅਤੇ ਵੱਡੀ ਗਿਣਤੀ ਵਿਚ ਵਰਕਰ ਹਾਜ਼ਰ ਸਨ।: [8, 1083, 165, 1236]
- page-date: ਸ਼ੁੱਕਰਵਾਰ, 11 ਜੁਲਾਈ 2025: [95, 14, 278, 33]
- book-cover: [8, 668, 299, 993]
- book-author: ਬਲਜਿੰਦਰ ਸਿੰਘ ਕੋਟਭਾਰਾ: [108, 962, 201, 974]
- vets-body-mid: ਰਾੜਾ ਸਾਹਿਬ, 10 ਜੁਲਾਈ (ਬਲਜੀਤ ਸਿੰਘ) ਵੈਟਰਨਰੀ ਅਫ਼ਸਰਾਂ ਦੀ ਜੁਆਇੰਟ ਐਕਸ਼ਨ ਕਮੇਟੀ ਨੇ ਪੰਜਾਬ ਸਰਕਾਰ ਨੂੰ ਆਪਣੀਆਂ ਮੰਗਾਂ ਲਾਗੂ ਕਰਨ ਲਈ 15 ਜੁਲਾਈ ਤੱਕ ਦਾ ਅਲਟੀਮੇਟਮ ਦਿੱਤਾ ਹੈ। ਕਮੇਟੀ ਦੇ ਆਗੂਆਂ ਨੇ ਦੱਸਿਆ ਕਿ ਵੈਟਰਨਰੀ ਅਫ਼ਸਰਾਂ ਦੀ ਪੇਅ-ਪੈਰਿਟੀ ਮੈਡੀਕਲ ਅਫ਼ਸਰਾਂ ਨਾਲੋਂ ਤੋੜ ਦਿੱਤੀ ਗਈ ਸੀ ਜਿਸ ਦੀ ਬਹਾਲੀ ਲਈ ਉਹ ਲੰਮੇ ਸਮੇਂ ਤੋਂ ਸੰਘਰਸ਼ ਕਰ ਰਹੇ ਹਨ। ਉਨ੍ਹਾਂ ਕਿਹਾ ਕਿ ਜੇਕਰ ਸਰਕਾਰ ਨੇ ਉਨ੍ਹਾਂ ਦੀ ਇਹ ਮੰਗ ਨਾ ਮੰਨੀ ਤਾਂ ਉਹ ਸੂਬਾ ਪੱਧਰੀ ਸੰਘਰਸ਼ ਸ਼ੁਰੂ ਕਰਨਗੇ ਅਤੇ ਸੜਕਾਂ 'ਤੇ ਉਤਰਨ ਲਈ ਮਜਬੂਰ ਹੋਣਗੇ। ਇਸ ਦੀ ਸਾਰੀ ਜ਼ਿੰਮੇਵਾਰੀ ਪੰਜਾਬ ਸਰਕਾਰ ਦੀ ਹੋਵੇਗੀ।: [985, 1953, 1221, 2059]
- vets-photo: [1229, 1953, 1308, 2045]
